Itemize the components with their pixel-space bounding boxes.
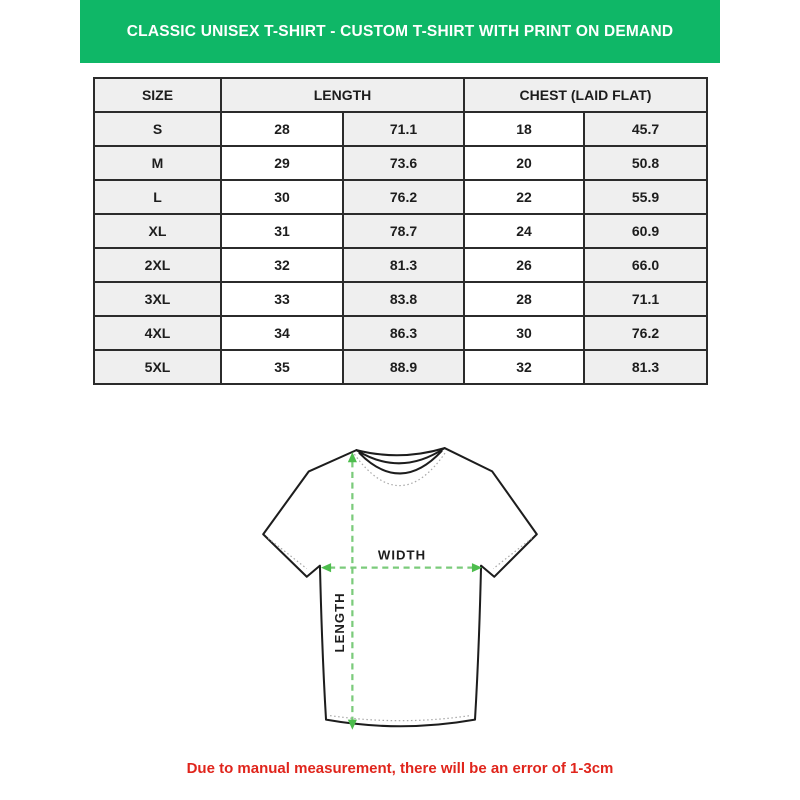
size-cell: 3XL	[94, 282, 221, 316]
measurement-error-note: Due to manual measurement, there will be an error of 1-3cm	[186, 760, 614, 777]
header-length: LENGTH	[221, 78, 464, 112]
chest-in-cell: 22	[464, 180, 584, 214]
table-row	[94, 350, 707, 384]
length-in-cell: 28	[221, 112, 343, 146]
size-table	[93, 77, 708, 385]
title-banner	[80, 0, 720, 63]
length-in-cell: 31	[221, 214, 343, 248]
length-cm-cell: 76.2	[343, 180, 464, 214]
chest-cm-cell: 55.9	[584, 180, 707, 214]
table-row	[94, 180, 707, 214]
length-cm-cell: 86.3	[343, 316, 464, 350]
chest-in-cell: 20	[464, 146, 584, 180]
chest-in-cell: 26	[464, 248, 584, 282]
chest-cm-cell: 71.1	[584, 282, 707, 316]
table-row	[94, 214, 707, 248]
chest-cm-cell: 50.8	[584, 146, 707, 180]
chest-cm-cell: 45.7	[584, 112, 707, 146]
length-in-cell: 33	[221, 282, 343, 316]
chest-in-cell: 18	[464, 112, 584, 146]
chest-cm-cell: 60.9	[584, 214, 707, 248]
length-cm-cell: 81.3	[343, 248, 464, 282]
page-title: CLASSIC UNISEX T-SHIRT - CUSTOM T-SHIRT WITH PRINT ON DEMAND	[126, 22, 674, 40]
length-in-cell: 34	[221, 316, 343, 350]
table-row	[94, 282, 707, 316]
chest-cm-cell: 66.0	[584, 248, 707, 282]
header-chest: CHEST (LAID FLAT)	[464, 78, 707, 112]
width-label: WIDTH	[377, 547, 427, 563]
size-cell: L	[94, 180, 221, 214]
size-cell: XL	[94, 214, 221, 248]
size-cell: 5XL	[94, 350, 221, 384]
chest-in-cell: 24	[464, 214, 584, 248]
length-in-cell: 29	[221, 146, 343, 180]
length-cm-cell: 78.7	[343, 214, 464, 248]
size-cell: 4XL	[94, 316, 221, 350]
table-row	[94, 316, 707, 350]
chest-in-cell: 30	[464, 316, 584, 350]
table-header-row	[94, 78, 707, 112]
length-label: LENGTH	[331, 592, 347, 653]
length-in-cell: 30	[221, 180, 343, 214]
header-size: SIZE	[94, 78, 221, 112]
table-row	[94, 248, 707, 282]
chest-cm-cell: 81.3	[584, 350, 707, 384]
tshirt-measurement-diagram	[253, 441, 547, 745]
size-cell: S	[94, 112, 221, 146]
tshirt-outline-icon	[263, 448, 537, 726]
length-in-cell: 32	[221, 248, 343, 282]
table-row	[94, 112, 707, 146]
chest-in-cell: 32	[464, 350, 584, 384]
length-cm-cell: 73.6	[343, 146, 464, 180]
length-cm-cell: 71.1	[343, 112, 464, 146]
size-cell: 2XL	[94, 248, 221, 282]
chest-in-cell: 28	[464, 282, 584, 316]
chest-cm-cell: 76.2	[584, 316, 707, 350]
table-row	[94, 146, 707, 180]
length-cm-cell: 83.8	[343, 282, 464, 316]
length-cm-cell: 88.9	[343, 350, 464, 384]
length-in-cell: 35	[221, 350, 343, 384]
size-cell: M	[94, 146, 221, 180]
